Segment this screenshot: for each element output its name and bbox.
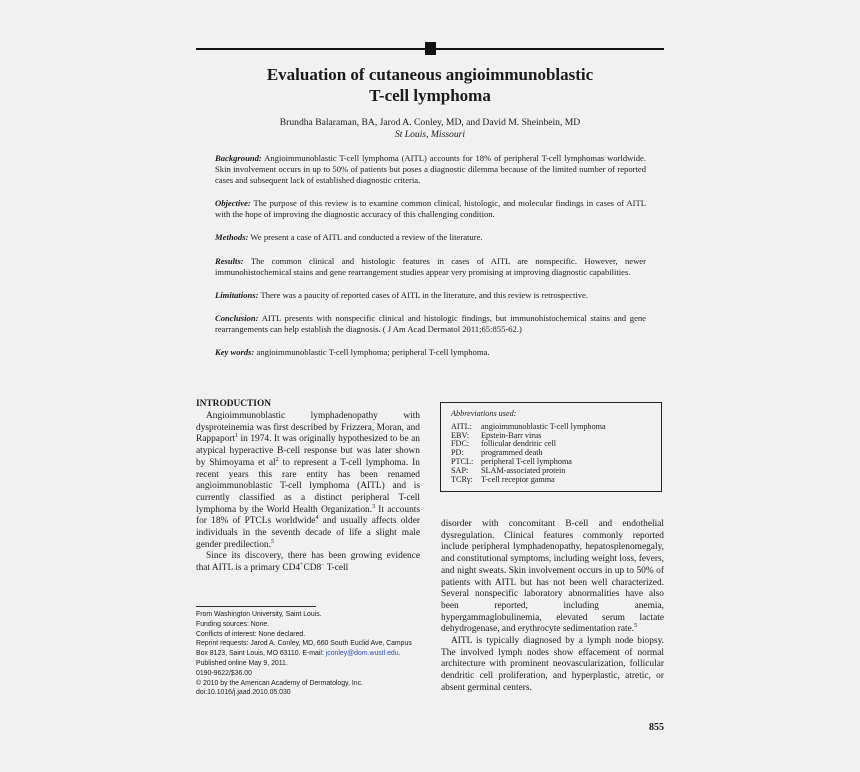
citation-ref[interactable]: 2 — [275, 456, 279, 463]
abbreviation-item: PTCL: peripheral T-cell lymphoma — [451, 456, 572, 466]
abstract — [215, 153, 646, 370]
abstract-objective: Objective: The purpose of this review is to examine common clinical, histologic, and molecular findings in cases of AITL with the hope of improving the diagnostic accuracy of this challenging condition. — [215, 198, 646, 220]
section-heading: INTRODUCTION — [196, 399, 272, 409]
body-paragraph: AITL is typically diagnosed by a lymph node biopsy. The involved lymph nodes show effacement of normal architecture with prominent neovascularization, follicular dendritic cell proliferation, and hyperplastic, atretic, or absent germinal centers. — [441, 636, 664, 693]
citation-ref[interactable]: 5 — [634, 623, 638, 630]
footnote-copyright: © 2010 by the American Academy of Dermatology, Inc. — [196, 679, 363, 687]
author-names: Brundha Balaraman, BA, Jarod A. Conley, MD, and David M. Sheinbein, MD — [279, 117, 581, 128]
abstract-methods: Methods: We present a case of AITL and conducted a review of the literature. — [215, 232, 483, 243]
abbreviation-item: FDC: follicular dendritic cell — [451, 439, 557, 449]
footnote-rule — [196, 606, 316, 607]
body-paragraph-continued: disorder with concomitant B-cell and endothelial dysregulation. Clinical features commonly reported include peripheral lymphadenopathy, hepatosplenomegaly, and constitutional symptoms, including weight loss, fevers, and night sweats. Skin involvement occurs in up to 50% of patients with AITL but has not been well characterized. Several nonspecific laboratory abnormalities have also been reported, including anemia, hypergammaglobulinemia, elevated serum lactate dehydrogenase, and erythrocyte sedimentation rate.$^5$ — [441, 519, 664, 635]
abstract-keywords: Key words: angioimmunoblastic T-cell lymphoma; peripheral T-cell lymphoma. — [215, 347, 490, 358]
citation-ref[interactable]: 5 — [270, 538, 274, 545]
footnote-published: Published online May 9, 2011. — [196, 659, 288, 667]
footnote-code: 0190-9622/$36.00 — [196, 669, 252, 677]
footnote-funding: Funding sources: None. — [196, 620, 270, 628]
article-title — [196, 64, 664, 106]
email-link[interactable]: jconley@dom.wustl.edu — [325, 650, 399, 658]
abbreviation-item: PD: programmed death — [451, 448, 543, 458]
intro-paragraph-1: Angioimmunoblastic lymphadenopathy with dysproteinemia was first described by Frizzera, Moran, and Rappaport$^1$ in 1974. It was originally hypothesized to be an atypical hyperactive B-cell response but was later shown by Shimoyama et $al^2$ to represent a T-cell lymphoma. In recent years this rare entity has been renamed angioimmunoblastic T-cell lymphoma (AITL) and is currently classified as a distinct peripheral T-cell lymphoma by the World Health Organization.$^3$ It accounts for 18% of PTCLs worldwide$^4$ and usually affects older individuals in the seventh decade of life a slight male gender predilection.$^5$ — [196, 411, 421, 550]
abbreviation-item: SAP: SLAM-associated protein — [451, 465, 566, 475]
author-block — [196, 117, 664, 141]
footnote-reprint: Reprint requests: Jarod A. Conley, MD, 660 South Euclid Ave, Campus Box 8123, Saint Louis, MO 63110. E-mail: jconley@dom.wustl.edu. — [196, 640, 412, 658]
citation-ref[interactable]: 4 — [315, 515, 319, 522]
intro-paragraph-2: Since its discovery, there has been growing evidence that AITL is a primary CD4+CD8− T-cell — [196, 551, 420, 574]
header-rule-marker — [425, 42, 436, 55]
abbreviations-box — [440, 402, 662, 492]
page-number: 855 — [649, 722, 664, 733]
author-location: St Louis, Missouri — [394, 129, 466, 140]
abstract-results: Results: The common clinical and histologic features in cases of AITL are nonspecific. However, newer immunohistochemical stains and gene rearrangement studies appear very promising at improving diagnostic capabilities. — [215, 255, 646, 277]
title-line-2: T-cell lymphoma — [369, 86, 491, 105]
citation-ref[interactable]: 1 — [235, 433, 239, 440]
footnotes — [196, 610, 420, 698]
abstract-conclusion: Conclusion: AITL presents with nonspecific clinical and histologic findings, but immunohistochemical stains and gene rearrangements can help establish the diagnosis. ( J Am Acad Dermatol 2011;65:855-62.) — [215, 312, 646, 334]
abbreviation-item: TCRγ: T-cell receptor gamma — [451, 474, 555, 484]
abstract-background: Background: Angioimmunoblastic T-cell lymphoma (AITL) accounts for 18% of peripheral T-cell lymphomas worldwide. Skin involvement occurs in up to 50% of patients but poses a diagnostic dilemma because of the limited number of reported cases and subsequent lack of established diagnostic criteria. — [215, 153, 646, 186]
title-line-1: Evaluation of cutaneous angioimmunoblastic — [266, 65, 594, 84]
article-page — [196, 40, 664, 740]
citation-ref[interactable]: 3 — [372, 503, 376, 510]
abbreviations-heading: Abbreviations used: — [451, 409, 517, 418]
abbreviation-item: EBV: Epstein-Barr virus — [451, 430, 542, 440]
footnote-affiliation: From Washington University, Saint Louis. — [196, 611, 322, 618]
body-column-left — [196, 411, 420, 575]
footnote-conflicts: Conflicts of interest: None declared. — [196, 630, 306, 638]
body-column-right — [441, 519, 664, 695]
abbreviation-item: AITL: angioimmunoblastic T-cell lymphoma — [451, 421, 606, 431]
footnote-doi[interactable]: doi:10.1016/j.jaad.2010.05.030 — [196, 689, 291, 697]
abstract-limitations: Limitations: There was a paucity of reported cases of AITL in the literature, and this review is retrospective. — [215, 289, 588, 300]
